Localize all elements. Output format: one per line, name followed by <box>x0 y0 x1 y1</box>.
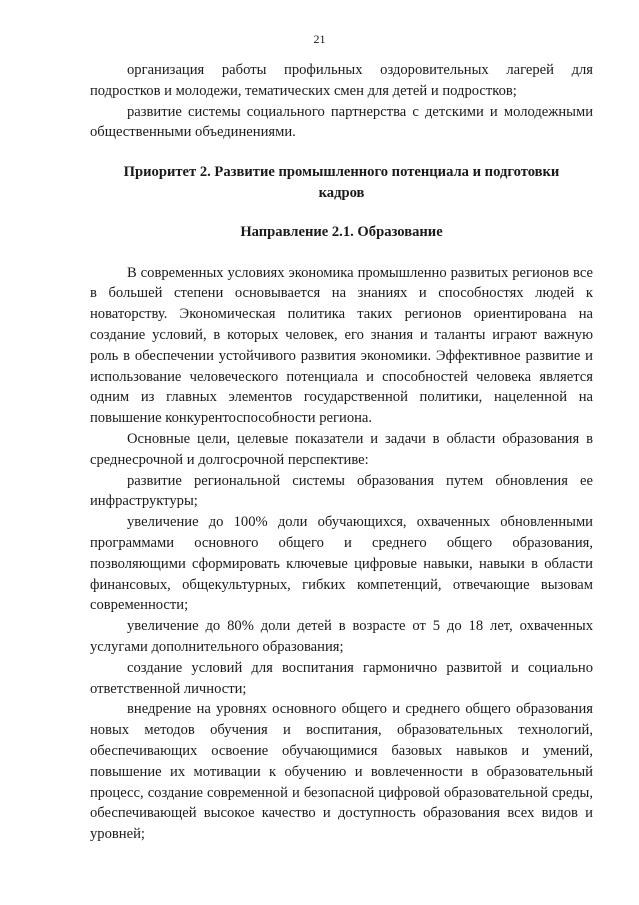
list-item: внедрение на уровнях основного общего и среднего общего образования новых методов обучения и воспитания, образовательных технологий, обеспечивающих освоение обучающимися базовых навыков и умений, повышение их мотивации к обучению и вовлеченности в образовательный процесс, создание современной и безопасной цифровой образовательной среды, обеспечивающей высокое качество и доступность образования всех видов и уровней; <box>90 701 593 843</box>
paragraph: В современных условиях экономика промышленно развитых регионов все в большей степени основывается на знаниях и способностях людей к новаторству. Экономическая политика таких регионов ориентирована на создание условий, в которых человек, его знания и таланты играют важную роль в обеспечении устойчивого развития экономики. Эффективное развитие и использование человеческого потенциала и способностей человека является одним из главных элементов государственной политики, нацеленной на повышение конкурентоспособности региона. <box>90 264 593 427</box>
list-item: создание условий для воспитания гармонично развитой и социально ответственной личности; <box>90 659 593 697</box>
list-item: развитие региональной системы образования путем обновления ее инфраструктуры; <box>90 472 593 510</box>
document-body <box>90 60 593 845</box>
priority-heading: Приоритет 2. Развитие промышленного потенциала и подготовки кадров <box>123 164 560 201</box>
list-item: увеличение до 80% доли детей в возрасте от 5 до 18 лет, охваченных услугами дополнительного образования; <box>90 618 593 655</box>
paragraph: организация работы профильных оздоровительных лагерей для подростков и молодежи, тематических смен для детей и подростков; <box>90 62 593 99</box>
paragraph: развитие системы социального партнерства с детскими и молодежными общественными объединениями. <box>90 103 593 141</box>
section-heading: Направление 2.1. Образование <box>240 223 443 240</box>
page-number: 21 <box>313 32 326 46</box>
paragraph: Основные цели, целевые показатели и задачи в области образования в среднесрочной и долгосрочной перспективе: <box>90 430 593 468</box>
list-item: увеличение до 100% доли обучающихся, охваченных обновленными программами основного общего и среднего общего образования, позволяющими сформировать ключевые цифровые навыки, навыки в области финансовых, общекультурных, гибких компетенций, отвечающие вызовам современности; <box>90 514 593 614</box>
